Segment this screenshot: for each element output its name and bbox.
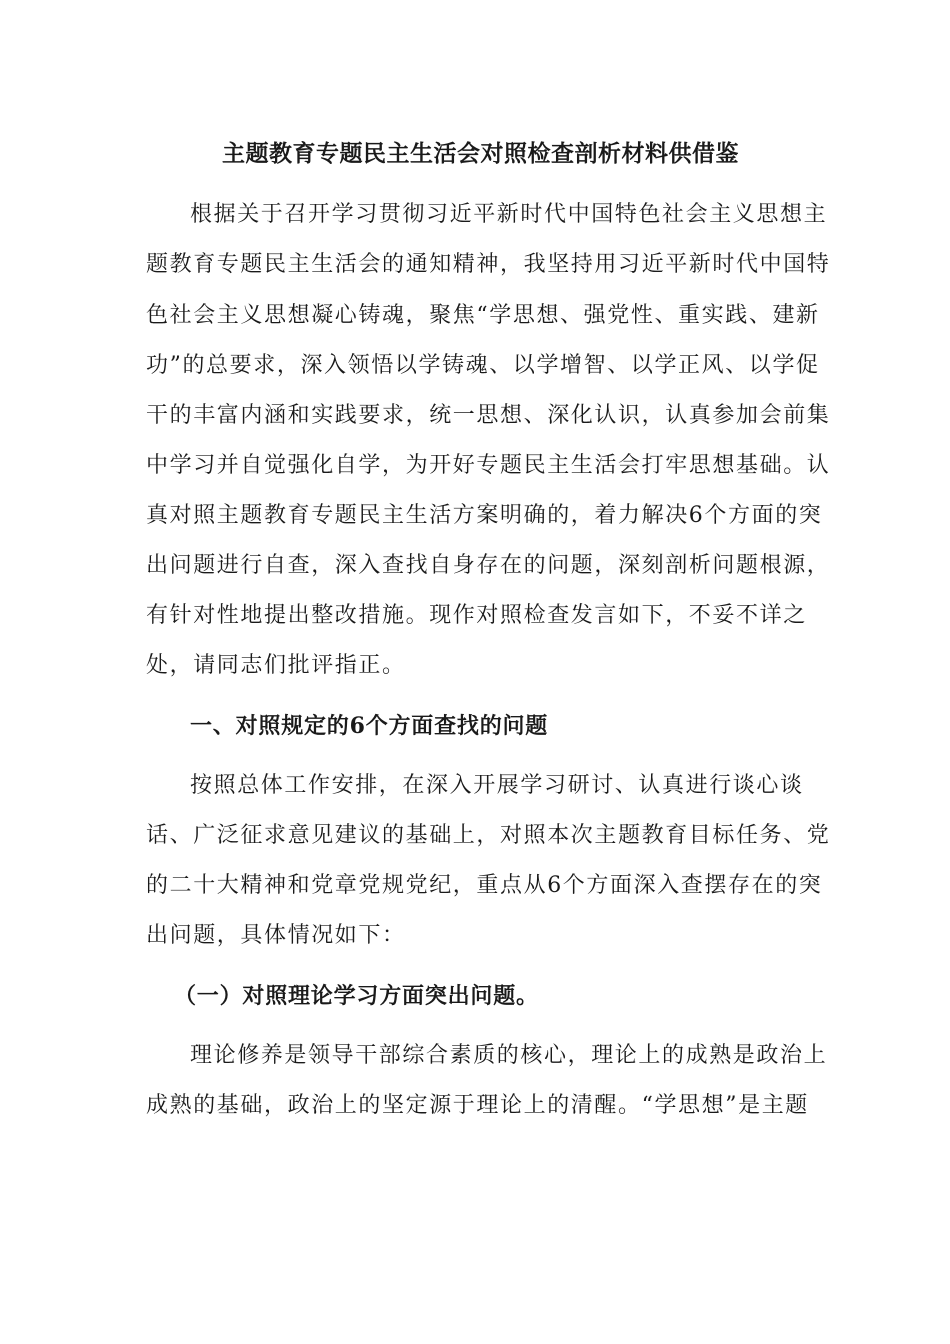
- paragraph-line: 按照总体工作安排，在深入开展学习研讨、认真进行谈心谈: [190, 773, 804, 798]
- paragraph-line: 色社会主义思想凝心铸魂，聚焦“学思想、强党性、重实践、建新: [146, 303, 820, 328]
- paragraph-line: 话、广泛征求意见建议的基础上，对照本次主题教育目标任务、党: [146, 823, 831, 848]
- paragraph-line: 根据关于召开学习贯彻习近平新时代中国特色社会主义思想主: [190, 202, 828, 227]
- paragraph-line: 中学习并自觉强化自学，为开好专题民主生活会打牢思想基础。认: [146, 453, 831, 478]
- document-title: 主题教育专题民主生活会对照检查剖析材料供借鉴: [222, 140, 739, 167]
- paragraph-line: 真对照主题教育专题民主生活方案明确的，着力解决6个方面的突: [146, 503, 823, 528]
- paragraph-line: 功”的总要求，深入领悟以学铸魂、以学增智、以学正风、以学促: [146, 353, 820, 378]
- section-heading: 一、对照规定的6个方面查找的问题: [190, 713, 549, 739]
- paragraph-line: 题教育专题民主生活会的通知精神，我坚持用习近平新时代中国特: [146, 252, 831, 277]
- paragraph-line: 有针对性地提出整改措施。现作对照检查发言如下，不妥不详之: [146, 603, 807, 628]
- paragraph-line: 干的丰富内涵和实践要求，统一思想、深化认识，认真参加会前集: [146, 403, 831, 428]
- paragraph-line: 出问题进行自查，深入查找自身存在的问题，深刻剖析问题根源，: [146, 553, 831, 578]
- paragraph-line: 的二十大精神和党章党规党纪，重点从6个方面深入查摆存在的突: [146, 873, 823, 898]
- paragraph-line: 处，请同志们批评指正。: [146, 653, 406, 678]
- paragraph-line: 出问题，具体情况如下：: [146, 923, 406, 948]
- paragraph-line: 成熟的基础，政治上的坚定源于理论上的清醒。“学思想”是主题: [146, 1093, 809, 1118]
- subsection-heading: （一）对照理论学习方面突出问题。: [174, 983, 539, 1009]
- paragraph-line: 理论修养是领导干部综合素质的核心，理论上的成熟是政治上: [190, 1043, 828, 1068]
